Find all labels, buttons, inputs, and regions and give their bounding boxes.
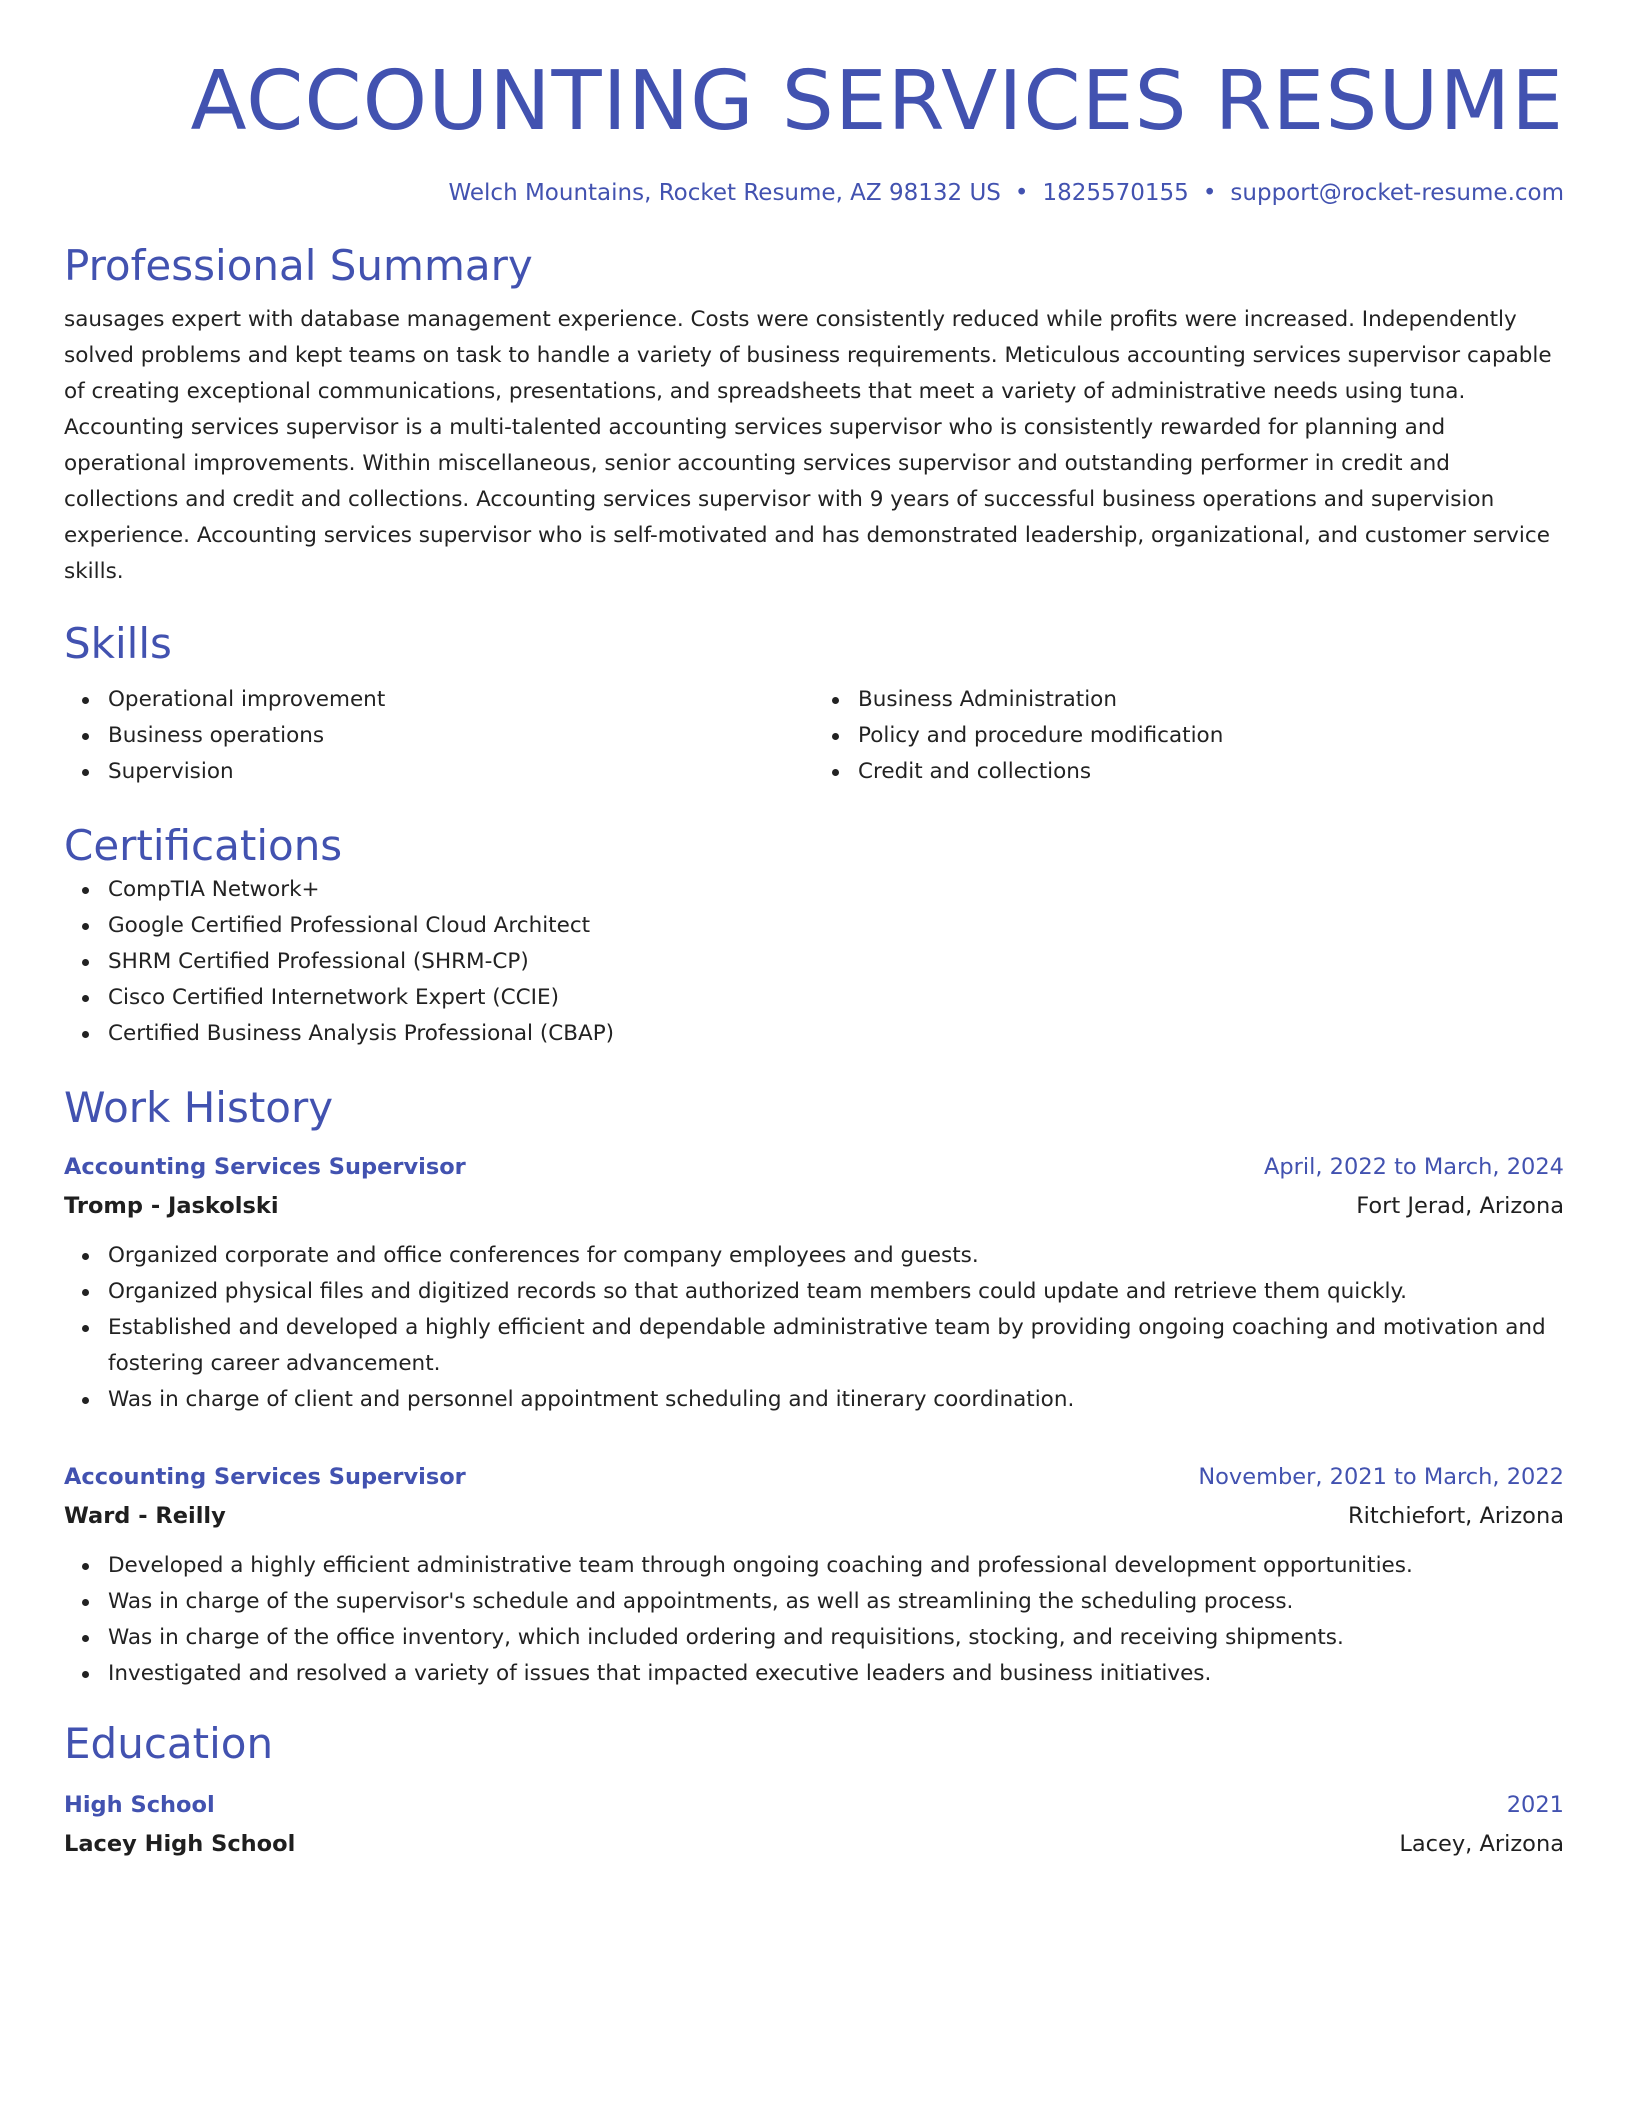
skills-columns (64, 682, 1564, 790)
job-entry (64, 1150, 1564, 1418)
skill-item: Credit and collections (858, 754, 1564, 790)
skill-item: Supervision (108, 754, 814, 790)
job-subheader (64, 1188, 1564, 1224)
contact-phone: 1825570155 (1042, 180, 1189, 206)
summary-text: sausages expert with database management experience. Costs were consistently reduced while profits were increased. Independently solved problems and kept teams on task to handle a variety of business requirements. Meticulous accounting services supervisor capable of creating exceptional communications, presentations, and spreadsheets that meet a variety of administrative needs using tuna. Accounting services supervisor is a multi-talented accounting services supervisor who is consistently rewarded for planning and operational improvements. Within miscellaneous, senior accounting services supervisor and outstanding performer in credit and collections and credit and collections. Accounting services supervisor with 9 years of successful business operations and supervision experience. Accounting services supervisor who is self-motivated and has demonstrated leadership, organizational, and customer service skills. (64, 307, 1552, 584)
job-header (64, 1150, 1564, 1184)
certifications-list (64, 872, 1564, 1052)
education-school: Lacey High School (64, 1831, 296, 1857)
job-location: Fort Jerad, Arizona (1356, 1193, 1564, 1219)
certification-item: Certified Business Analysis Professional (CBAP) (108, 1016, 1564, 1052)
education-degree: High School (64, 1792, 215, 1818)
certifications-heading: Certifications (64, 821, 343, 870)
job-duty: Established and developed a highly efficient and dependable administrative team by providing ongoing coaching and motivation and fostering career advancement. (108, 1310, 1564, 1382)
job-location: Ritchiefort, Arizona (1347, 1503, 1564, 1529)
contact-separator: • (1014, 180, 1029, 206)
job-duty: Was in charge of the office inventory, which included ordering and requisitions, stocking, and receiving shipments. (108, 1620, 1564, 1656)
contact-separator: • (1202, 180, 1217, 206)
certification-item: Cisco Certified Internetwork Expert (CCIE) (108, 980, 1564, 1016)
job-role: Accounting Services Supervisor (64, 1464, 466, 1490)
job-duty: Was in charge of the supervisor's schedule and appointments, as well as streamlining the scheduling process. (108, 1584, 1564, 1620)
education-entry (64, 1788, 1564, 1862)
job-duties-list (64, 1548, 1564, 1692)
resume-page (64, 0, 1564, 1862)
contact-address: Welch Mountains, Rocket Resume, AZ 98132 US (448, 180, 1001, 206)
job-duty: Organized corporate and office conferences for company employees and guests. (108, 1238, 1564, 1274)
skills-heading: Skills (64, 619, 172, 668)
education-location: Lacey, Arizona (1399, 1831, 1564, 1857)
job-duty: Investigated and resolved a variety of issues that impacted executive leaders and business initiatives. (108, 1656, 1564, 1692)
certification-item: CompTIA Network+ (108, 872, 1564, 908)
resume-title: ACCOUNTING SERVICES RESUME (190, 54, 1564, 149)
education-header (64, 1788, 1564, 1822)
contact-line (64, 178, 1564, 208)
certification-item: SHRM Certified Professional (SHRM-CP) (108, 944, 1564, 980)
job-role: Accounting Services Supervisor (64, 1154, 466, 1180)
education-subheader (64, 1826, 1564, 1862)
job-subheader (64, 1498, 1564, 1534)
skills-right-list (814, 682, 1564, 790)
job-duties-list (64, 1238, 1564, 1418)
job-duty: Organized physical files and digitized records so that authorized team members could update and retrieve them quickly. (108, 1274, 1564, 1310)
certification-item: Google Certified Professional Cloud Architect (108, 908, 1564, 944)
job-duty: Developed a highly efficient administrative team through ongoing coaching and professional development opportunities. (108, 1548, 1564, 1584)
job-header (64, 1460, 1564, 1494)
education-heading: Education (64, 1719, 274, 1768)
skill-item: Business operations (108, 718, 814, 754)
skill-item: Business Administration (858, 682, 1564, 718)
skill-item: Policy and procedure modification (858, 718, 1564, 754)
job-entry (64, 1460, 1564, 1692)
job-dates: April, 2022 to March, 2024 (1263, 1154, 1564, 1180)
education-year: 2021 (1506, 1792, 1564, 1818)
job-company: Tromp - Jaskolski (64, 1193, 279, 1219)
summary-heading: Professional Summary (64, 241, 533, 290)
skills-left-list (64, 682, 814, 790)
job-duty: Was in charge of client and personnel appointment scheduling and itinerary coordination. (108, 1382, 1564, 1418)
skill-item: Operational improvement (108, 682, 814, 718)
job-company: Ward - Reilly (64, 1503, 226, 1529)
job-dates: November, 2021 to March, 2022 (1198, 1464, 1564, 1490)
work-history-heading: Work History (64, 1083, 334, 1132)
contact-email: support@rocket-resume.com (1230, 180, 1564, 206)
